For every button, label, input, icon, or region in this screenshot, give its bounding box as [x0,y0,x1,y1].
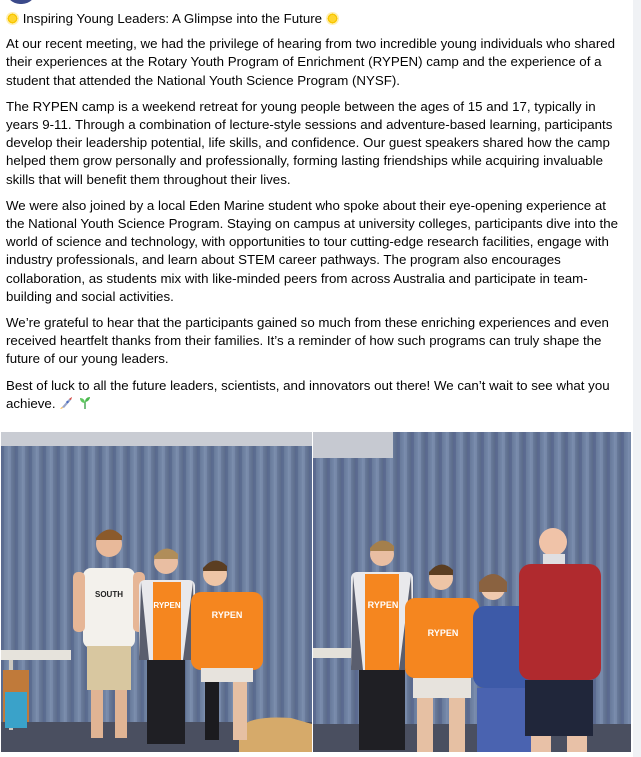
photo-group-three-students[interactable] [1,432,312,752]
sun-icon [326,12,339,25]
closing-paragraph [6,377,624,415]
seedling-icon [78,396,92,415]
photo-grid [1,432,631,752]
photo-group-students-with-adults[interactable] [313,432,631,752]
closing-text: Best of luck to all the future leaders, scientists, and innovators out there! We can’t wait to see what you achieve. [6,377,610,411]
post-title-text: Inspiring Young Leaders: A Glimpse into the Future [22,11,323,26]
shirt-print: RYPEN [211,610,243,620]
post-body [6,10,624,423]
rocket-icon [59,396,74,415]
paragraph: We’re grateful to hear that the participants gained so much from these enriching experiences and even received heartfelt thanks from their families. It’s a reminder of how such programs can truly shape the future of our young leaders. [6,315,609,367]
sun-icon [6,12,19,25]
shirt-print: RYPEN [367,600,399,610]
paragraph: We were also joined by a local Eden Marine student who spoke about their eye-opening experience at the National Youth Science Program. Staying on campus at university colleges, participants dive into the world of science and technology, with opportunities to tour cutting-edge research facilities, engage with industry professionals, and learn about STEM career pathways. The program also encourages collaboration, as students mix with like-minded peers from across Australia and participate in team-building and social activities. [6,197,619,304]
shirt-print: RYPEN [153,601,181,610]
post-title [6,10,624,28]
tee-print: SOUTH [95,590,123,599]
avatar[interactable] [6,0,36,4]
paragraph: At our recent meeting, we had the privilege of hearing from two incredible young individuals who shared their experiences at the Rotary Youth Program of Enrichment (RYPEN) camp and the experience of a student that attended the National Youth Science Program (NYSF). [6,36,616,88]
shirt-print: RYPEN [427,628,459,638]
paragraph: The RYPEN camp is a weekend retreat for young people between the ages of 15 and 17, typically in years 9-11. Through a combination of lecture-style sessions and adventure-based learning, participants develop their leadership potential, life skills, and confidence. Our guest speakers shared how the camp helped them grow personally and professionally, forming lasting friendships while acquiring invaluable skills that will benefit them throughout their lives. [6,98,613,187]
